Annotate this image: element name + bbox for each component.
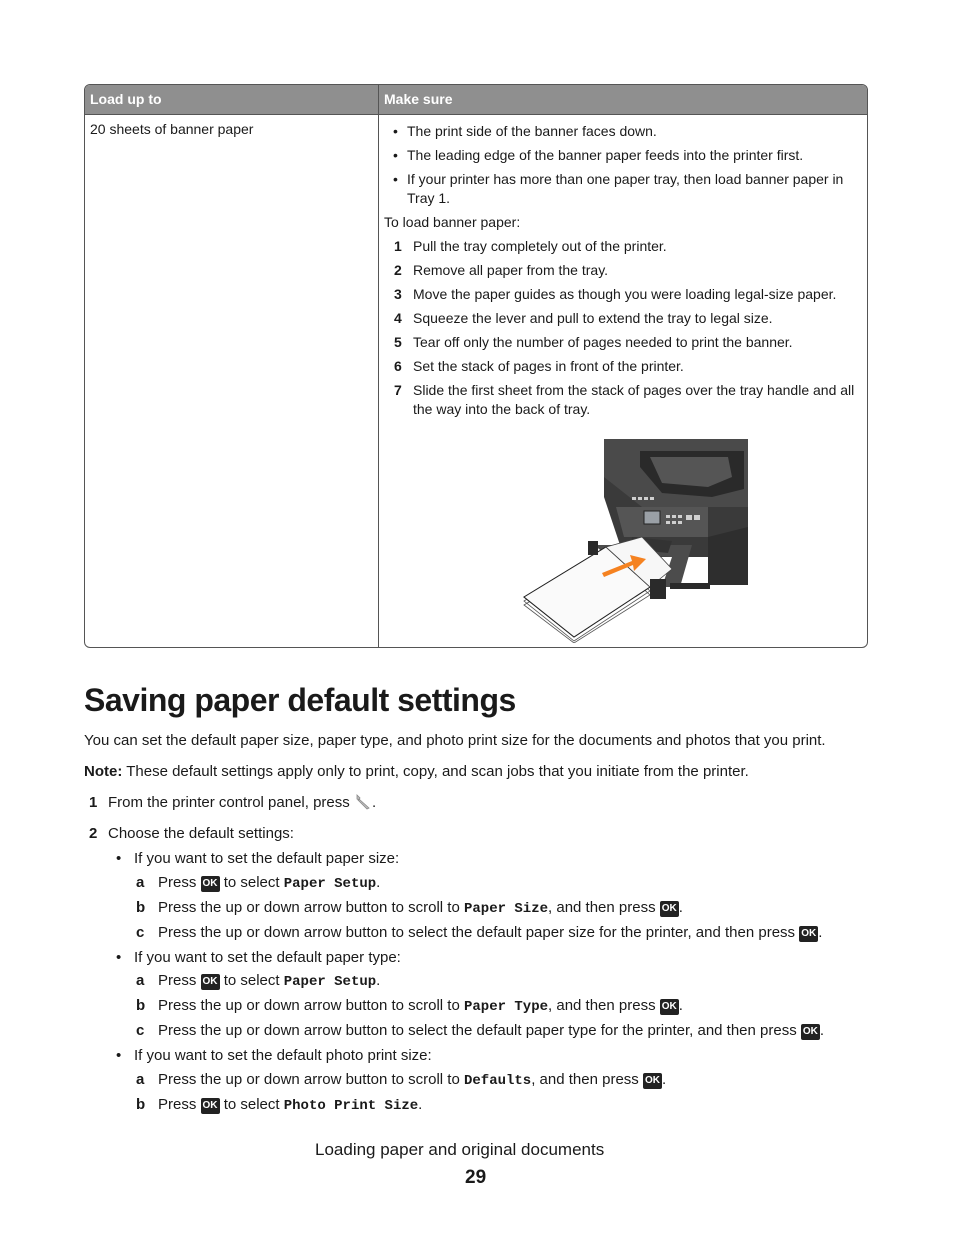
step-text: Tear off only the number of pages needed to print the banner. <box>413 334 793 350</box>
substep-text <box>158 1022 824 1040</box>
period: . <box>376 874 381 891</box>
list-item <box>384 261 868 280</box>
step-number: 2 <box>394 262 402 278</box>
substep-letter: b <box>136 899 146 916</box>
footer-title: Loading paper and original documents <box>315 1140 605 1159</box>
wrench-icon <box>354 794 372 810</box>
scroll-to-text: Press the up or down arrow button to scroll to <box>158 1071 460 1088</box>
step-text: Set the stack of pages in front of the printer. <box>413 358 684 374</box>
list-item <box>384 357 868 376</box>
to-select-text: to select <box>223 1096 280 1113</box>
menu-code: Paper Type <box>464 999 549 1015</box>
period: . <box>376 972 381 989</box>
step-number: 7 <box>394 382 402 398</box>
substep-text <box>158 899 683 917</box>
list-item <box>384 285 868 304</box>
bullet-marker: • <box>116 949 122 966</box>
page-title: Saving paper default settings <box>84 682 516 718</box>
to-select-text: to select <box>223 874 280 891</box>
note <box>84 763 749 780</box>
substep-text <box>158 874 380 892</box>
step-number: 1 <box>89 794 98 811</box>
list-item <box>384 309 868 328</box>
then-press-text: , and then press <box>548 899 656 916</box>
period: . <box>371 794 377 811</box>
column-divider <box>378 85 379 647</box>
step-text: Slide the first sheet from the stack of pages over the tray handle and all the way into the back of tray. <box>413 382 855 417</box>
press-text: Press <box>158 972 197 989</box>
printer-illustration <box>522 437 750 643</box>
then-press-text: , and then press <box>531 1071 639 1088</box>
substep-letter: c <box>136 1022 145 1039</box>
substep-letter: b <box>136 997 146 1014</box>
substep-letter: a <box>136 1071 145 1088</box>
make-sure-cell <box>384 122 868 424</box>
period: . <box>819 1022 825 1039</box>
period: . <box>661 1071 667 1088</box>
substep-text <box>158 1071 666 1089</box>
substep-text <box>158 1096 422 1114</box>
note-label: Note: <box>84 763 123 780</box>
step-number: 3 <box>394 286 402 302</box>
substep-text <box>158 924 822 942</box>
list-item <box>384 237 868 256</box>
section-intro: You can set the default paper size, paper type, and photo print size for the documents and photos that you print. <box>84 732 826 749</box>
menu-code: Paper Size <box>464 901 549 917</box>
period: . <box>418 1096 423 1113</box>
period: . <box>678 899 683 916</box>
bullet-marker: • <box>116 1047 122 1064</box>
list-item <box>384 381 868 419</box>
step-number: 6 <box>394 358 402 374</box>
ok-button-icon: OK <box>643 1073 662 1089</box>
bullet-marker: • <box>116 850 122 867</box>
menu-code: Paper Setup <box>283 974 377 990</box>
substep-letter: a <box>136 972 145 989</box>
press-text: Press <box>158 1096 197 1113</box>
step-2-text: Choose the default settings: <box>108 825 294 842</box>
period: . <box>818 924 823 941</box>
menu-code: Defaults <box>464 1073 532 1089</box>
steps-intro: To load banner paper: <box>384 214 521 230</box>
menu-code: Paper Setup <box>283 876 377 892</box>
ok-button-icon: OK <box>660 901 679 917</box>
load-capacity-cell: 20 sheets of banner paper <box>90 121 254 137</box>
table-header <box>85 85 867 115</box>
step-text: Move the paper guides as though you were loading legal-size paper. <box>413 286 837 302</box>
load-table <box>84 84 868 648</box>
header-make-sure: Make sure <box>384 91 453 107</box>
step-number: 1 <box>394 238 402 254</box>
substep-text <box>158 972 380 990</box>
ok-button-icon: OK <box>801 1024 820 1040</box>
paper-type-bullet: If you want to set the default paper type: <box>134 949 401 966</box>
select-text: Press the up or down arrow button to select the default paper size for the printer, and then press <box>158 924 796 941</box>
ok-button-icon: OK <box>201 1098 220 1114</box>
photo-size-bullet: If you want to set the default photo print size: <box>134 1047 432 1064</box>
paper-size-bullet: If you want to set the default paper size: <box>134 850 400 867</box>
step-number: 4 <box>394 310 402 326</box>
substep-letter: c <box>136 924 145 941</box>
to-select-text: to select <box>223 972 280 989</box>
step-1 <box>108 794 376 811</box>
menu-code: Photo Print Size <box>283 1098 419 1114</box>
substep-letter: a <box>136 874 145 891</box>
period: . <box>678 997 683 1014</box>
ok-button-icon: OK <box>201 974 220 990</box>
scroll-to-text: Press the up or down arrow button to scroll to <box>158 899 460 916</box>
note-text: These default settings apply only to print, copy, and scan jobs that you initiate from the printer. <box>122 763 749 780</box>
scroll-to-text: Press the up or down arrow button to scroll to <box>158 997 460 1014</box>
step-text: Remove all paper from the tray. <box>413 262 609 278</box>
ok-button-icon: OK <box>201 876 220 892</box>
then-press-text: , and then press <box>548 997 656 1014</box>
substep-letter: b <box>136 1096 146 1113</box>
step-text: From the printer control panel, press <box>108 794 350 811</box>
press-text: Press <box>158 874 197 891</box>
ok-button-icon: OK <box>799 926 818 942</box>
step-text: Pull the tray completely out of the printer. <box>413 238 667 254</box>
page-number: 29 <box>465 1167 487 1188</box>
header-load-up-to: Load up to <box>90 91 162 107</box>
list-item: • If your printer has more than one paper tray, then load banner paper in Tray 1. <box>384 170 868 208</box>
step-text: Squeeze the lever and pull to extend the tray to legal size. <box>413 310 773 326</box>
step-number: 5 <box>394 334 402 350</box>
select-text: Press the up or down arrow button to select the default paper type for the printer, and then press <box>158 1022 797 1039</box>
step-number: 2 <box>89 825 98 842</box>
list-item: • The print side of the banner faces down. <box>384 122 868 141</box>
substep-text <box>158 997 683 1015</box>
ok-button-icon: OK <box>660 999 679 1015</box>
list-item: • The leading edge of the banner paper feeds into the printer first. <box>384 146 868 165</box>
list-item <box>384 333 868 352</box>
